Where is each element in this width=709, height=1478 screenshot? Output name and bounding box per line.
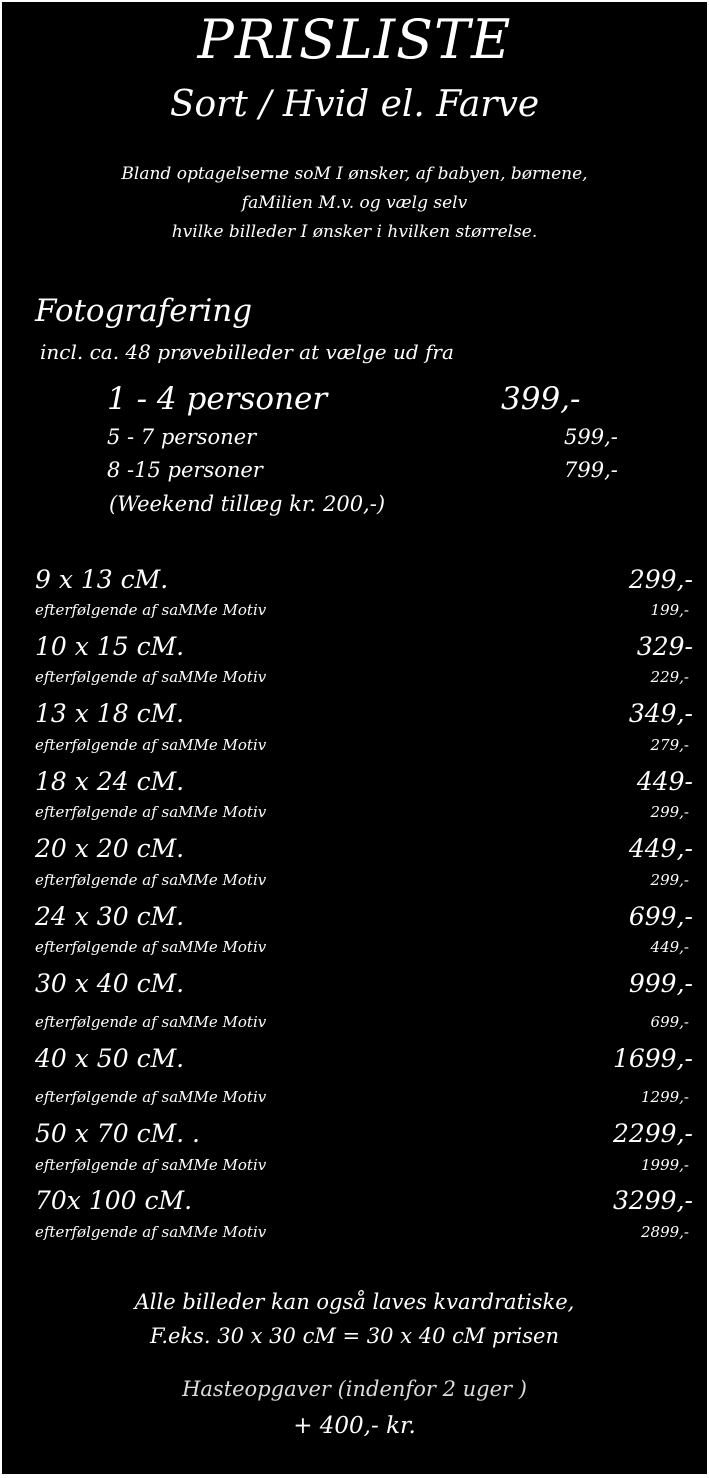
size-label: 40 x 50 cM.	[35, 1044, 185, 1073]
follow-label: efterfølgende af saMMe Motiv	[35, 1156, 267, 1174]
size-price: 2299,-	[612, 1119, 693, 1148]
follow-price: 1299,-	[640, 1088, 689, 1106]
follow-price: 299,-	[650, 803, 689, 821]
weekend-note: (Weekend tillæg kr. 200,-)	[109, 492, 386, 516]
page-title: PRISLISTE	[197, 8, 512, 71]
intro-line: Bland optagelserne soM I ønsker, af babyen, børnene,	[121, 164, 588, 184]
size-price: 999,-	[628, 969, 693, 998]
size-label: 24 x 30 cM.	[35, 902, 185, 931]
persons-1-4-price: 399,-	[501, 381, 581, 417]
persons-1-4-label: 1 - 4 personer	[107, 381, 328, 417]
follow-label: efterfølgende af saMMe Motiv	[35, 668, 267, 686]
persons-5-7-price: 599,-	[564, 425, 618, 449]
follow-label: efterfølgende af saMMe Motiv	[35, 938, 267, 956]
size-price: 449,-	[628, 834, 693, 863]
size-price: 1699,-	[612, 1044, 693, 1073]
follow-price: 2899,-	[640, 1223, 689, 1241]
price-list-page	[2, 2, 707, 1474]
size-price: 699,-	[628, 902, 693, 931]
size-label: 70x 100 cM.	[35, 1186, 193, 1215]
follow-label: efterfølgende af saMMe Motiv	[35, 736, 267, 754]
persons-8-15-price: 799,-	[564, 458, 618, 482]
size-price: 3299,-	[612, 1186, 693, 1215]
size-label: 18 x 24 cM.	[35, 767, 185, 796]
follow-price: 229,-	[650, 668, 689, 686]
fotografering-subheading: incl. ca. 48 prøvebilleder at vælge ud fra	[40, 340, 454, 364]
persons-5-7-label: 5 - 7 personer	[107, 425, 257, 449]
follow-label: efterfølgende af saMMe Motiv	[35, 601, 267, 619]
intro-line: hvilke billeder I ønsker i hvilken størrelse.	[171, 222, 538, 242]
size-label: 50 x 70 cM. .	[35, 1119, 201, 1148]
size-label: 10 x 15 cM.	[35, 632, 185, 661]
footer-example-note: F.eks. 30 x 30 cM = 30 x 40 cM prisen	[150, 1324, 559, 1348]
follow-label: efterfølgende af saMMe Motiv	[35, 871, 267, 889]
follow-label: efterfølgende af saMMe Motiv	[35, 803, 267, 821]
size-price: 449-	[636, 767, 693, 796]
follow-price: 279,-	[650, 736, 689, 754]
follow-price: 449,-	[650, 938, 689, 956]
follow-price: 1999,-	[640, 1156, 689, 1174]
intro-line: faMilien M.v. og vælg selv	[241, 193, 468, 213]
size-price: 299,-	[628, 565, 693, 594]
rush-order-price: + 400,- kr.	[293, 1413, 416, 1439]
follow-label: efterfølgende af saMMe Motiv	[35, 1013, 267, 1031]
follow-price: 199,-	[650, 601, 689, 619]
follow-label: efterfølgende af saMMe Motiv	[35, 1088, 267, 1106]
size-label: 30 x 40 cM.	[35, 969, 185, 998]
size-price: 349,-	[628, 699, 693, 728]
page-subtitle: Sort / Hvid el. Farve	[169, 84, 540, 125]
size-label: 9 x 13 cM.	[35, 565, 169, 594]
intro-text	[2, 160, 707, 247]
follow-price: 299,-	[650, 871, 689, 889]
size-label: 13 x 18 cM.	[35, 699, 185, 728]
follow-label: efterfølgende af saMMe Motiv	[35, 1223, 267, 1241]
footer-square-note: Alle billeder kan også laves kvardratiske,	[134, 1290, 575, 1314]
size-price: 329-	[636, 632, 693, 661]
rush-order-label: Hasteopgaver (indenfor 2 uger )	[182, 1377, 527, 1401]
follow-price: 699,-	[650, 1013, 689, 1031]
persons-8-15-label: 8 -15 personer	[107, 458, 263, 482]
fotografering-heading: Fotografering	[35, 293, 253, 329]
size-label: 20 x 20 cM.	[35, 834, 185, 863]
